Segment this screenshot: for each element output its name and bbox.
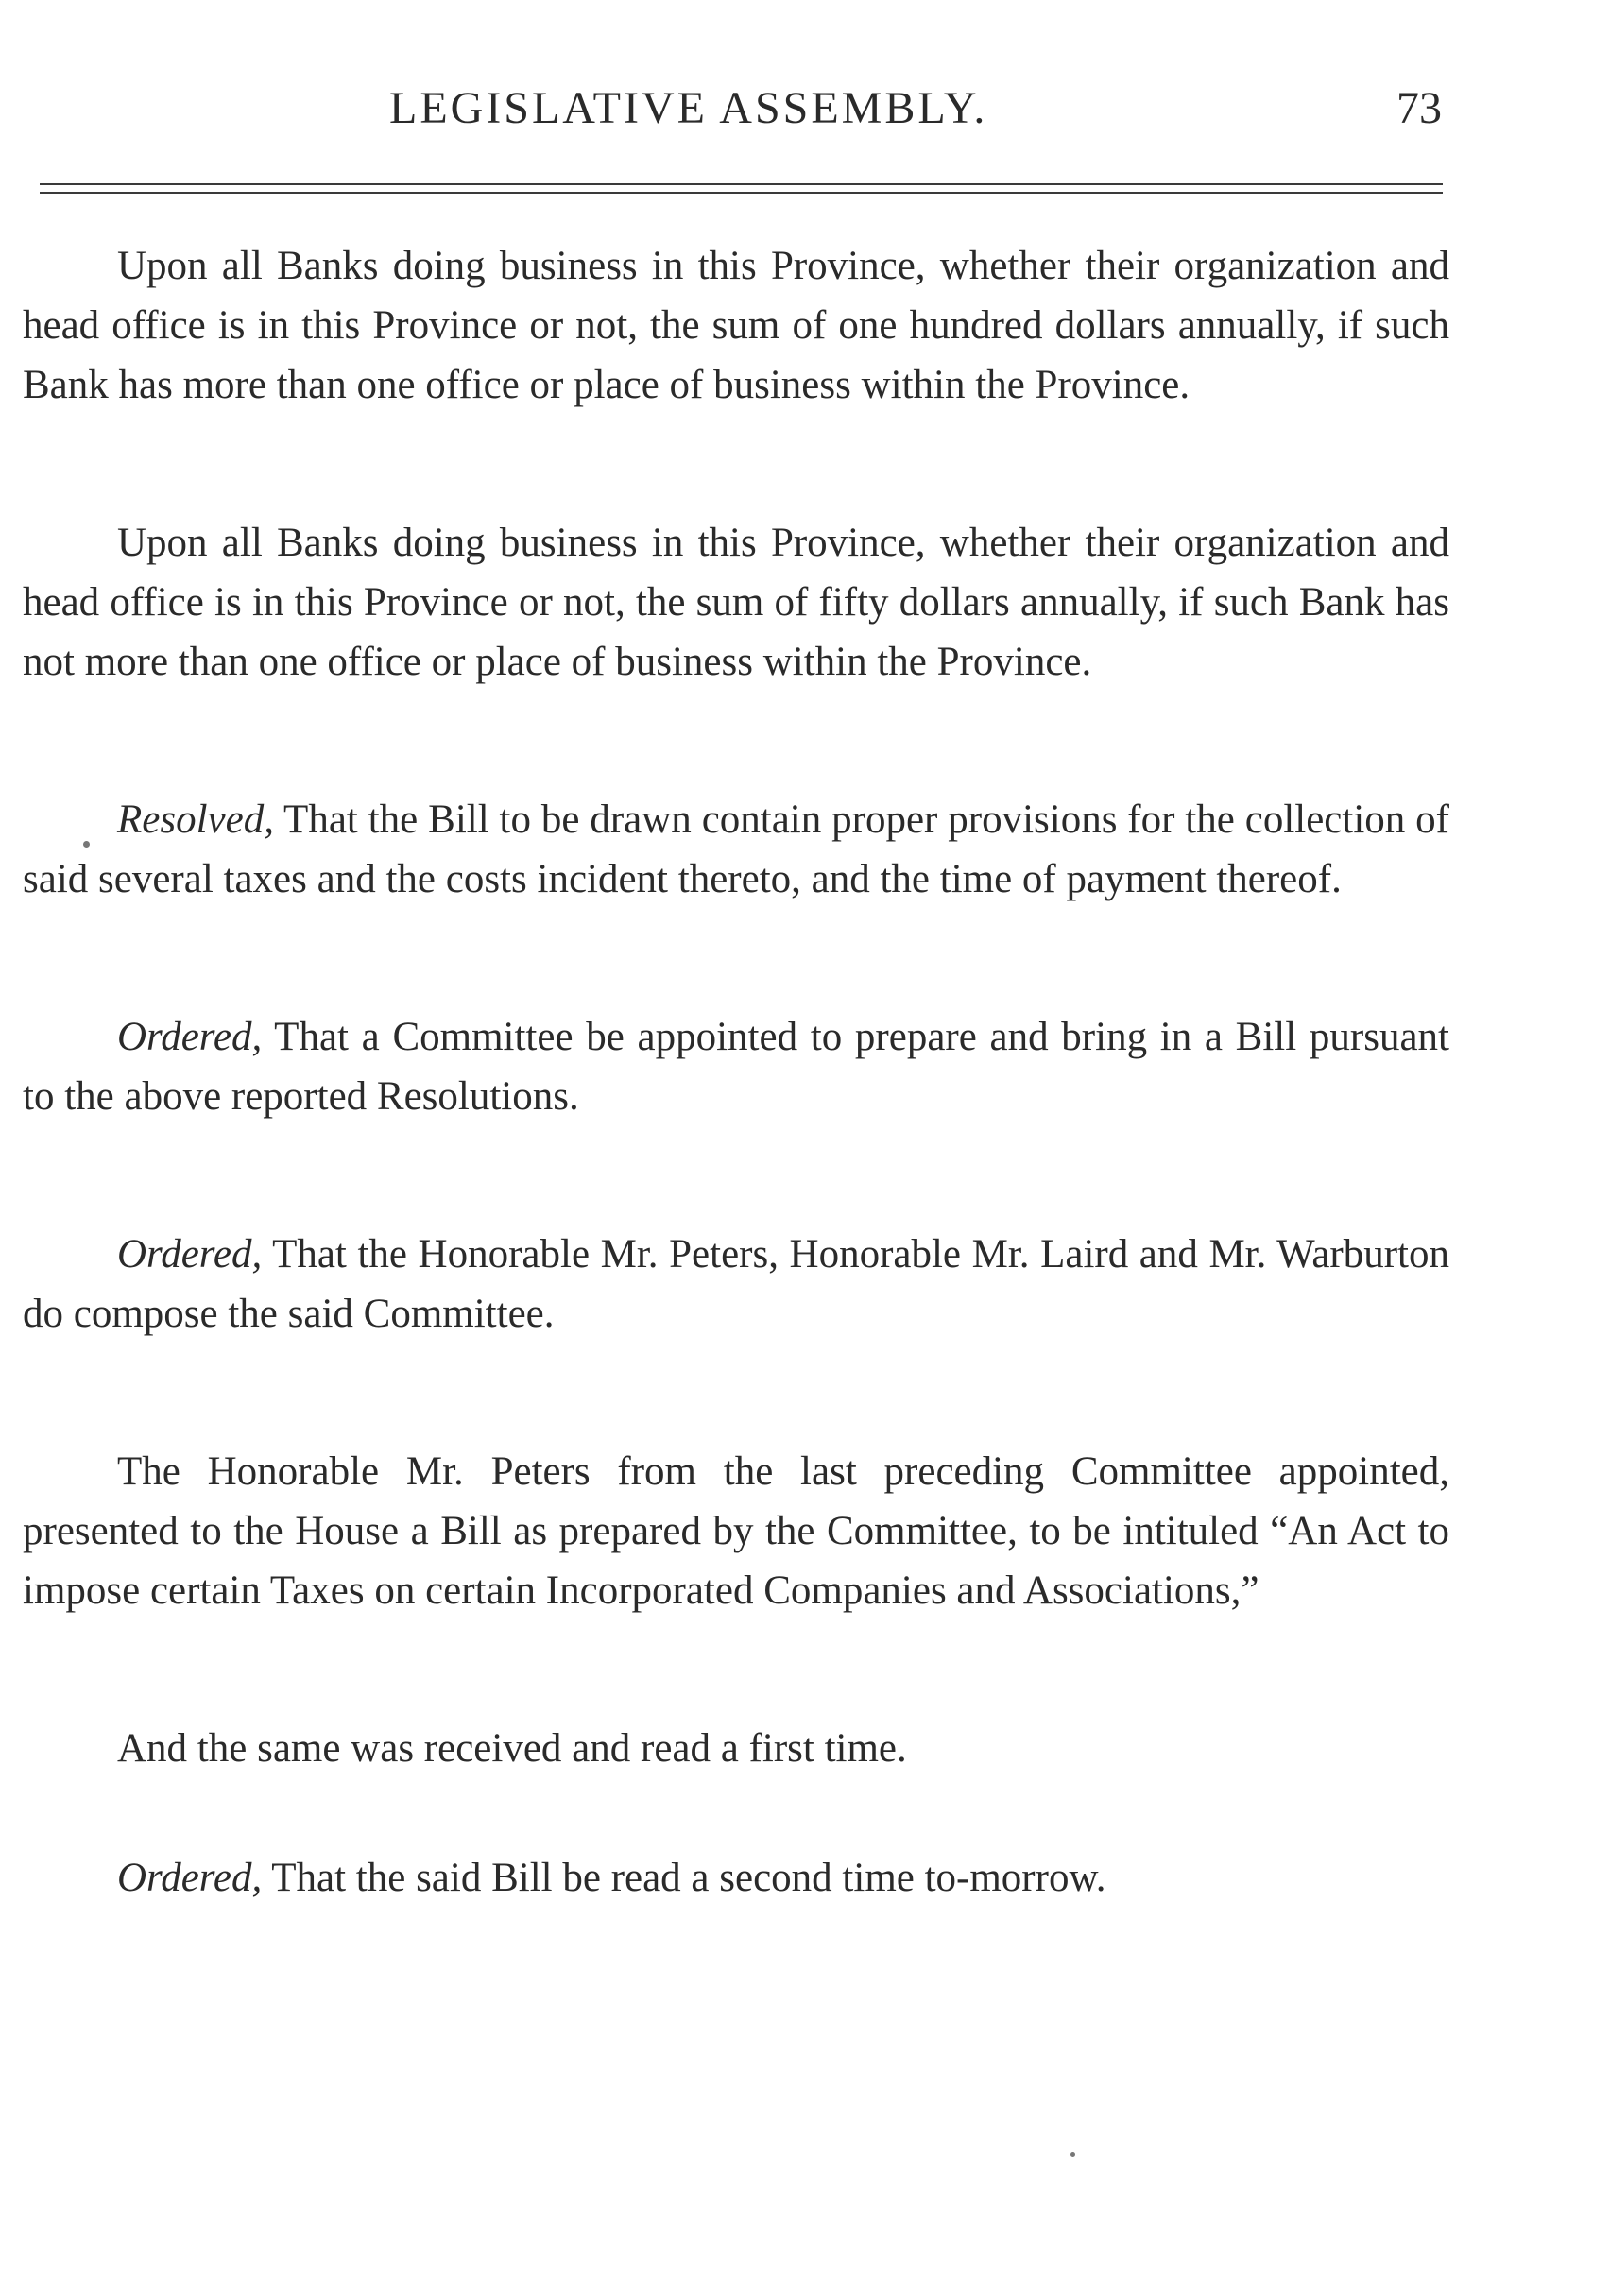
paragraph-text: That the Bill to be drawn contain proper provisions for the collection of said several taxes and the costs incident thereto, and the time of payment thereof. [23,797,1449,901]
paragraph-text: Upon all Banks doing business in this Province, whether their organization and head office is in this Province or not, the sum of fifty dollars annually, if such Bank has not more than one office or place of business within the Province. [23,521,1449,684]
paragraph-ordered-committee [23,1007,1449,1126]
paragraph-lead: Ordered, [117,1015,263,1059]
paragraph-lead: Ordered, [117,1856,263,1900]
paragraph-ordered-compose [23,1225,1449,1344]
document-body [23,236,1449,1908]
paragraph-resolved [23,790,1449,909]
page-number: 73 [1396,83,1442,133]
paragraph-text: That the Honorable Mr. Peters, Honorable Mr. Laird and Mr. Warburton do compose the said Committee. [23,1232,1449,1336]
page-header [0,76,1610,142]
paragraph-bill-presented [23,1442,1449,1620]
header-rule-bottom [40,192,1443,194]
paragraph-text: The Honorable Mr. Peters from the last preceding Committee appointed, presented to the House a Bill as prepared by the Committee, to be intituled “An Act to impose certain Taxes on certain Incorporated Companies and Associations,” [23,1449,1449,1613]
header-rule-top [40,183,1443,185]
ink-speck [83,841,90,848]
paragraph-text: That a Committee be appointed to prepare and bring in a Bill pursuant to the above reported Resolutions. [23,1015,1449,1119]
paragraph-text: And the same was received and read a first time. [117,1726,907,1771]
paragraph-text: That the said Bill be read a second time to-morrow. [262,1856,1106,1900]
running-head: LEGISLATIVE ASSEMBLY. [389,83,988,133]
paragraph-second-reading [23,1848,1449,1908]
paragraph-banks-multiple-offices [23,236,1449,415]
paragraph-text: Upon all Banks doing business in this Province, whether their organization and head office is in this Province or not, the sum of one hundred dollars annually, if such Bank has more than one office or place of business within the Province. [23,244,1449,407]
paragraph-banks-single-office [23,513,1449,692]
paragraph-first-reading [23,1719,1449,1778]
paragraph-lead: Resolved, [117,797,274,842]
ink-speck [1070,2152,1075,2157]
paragraph-lead: Ordered, [117,1232,263,1277]
